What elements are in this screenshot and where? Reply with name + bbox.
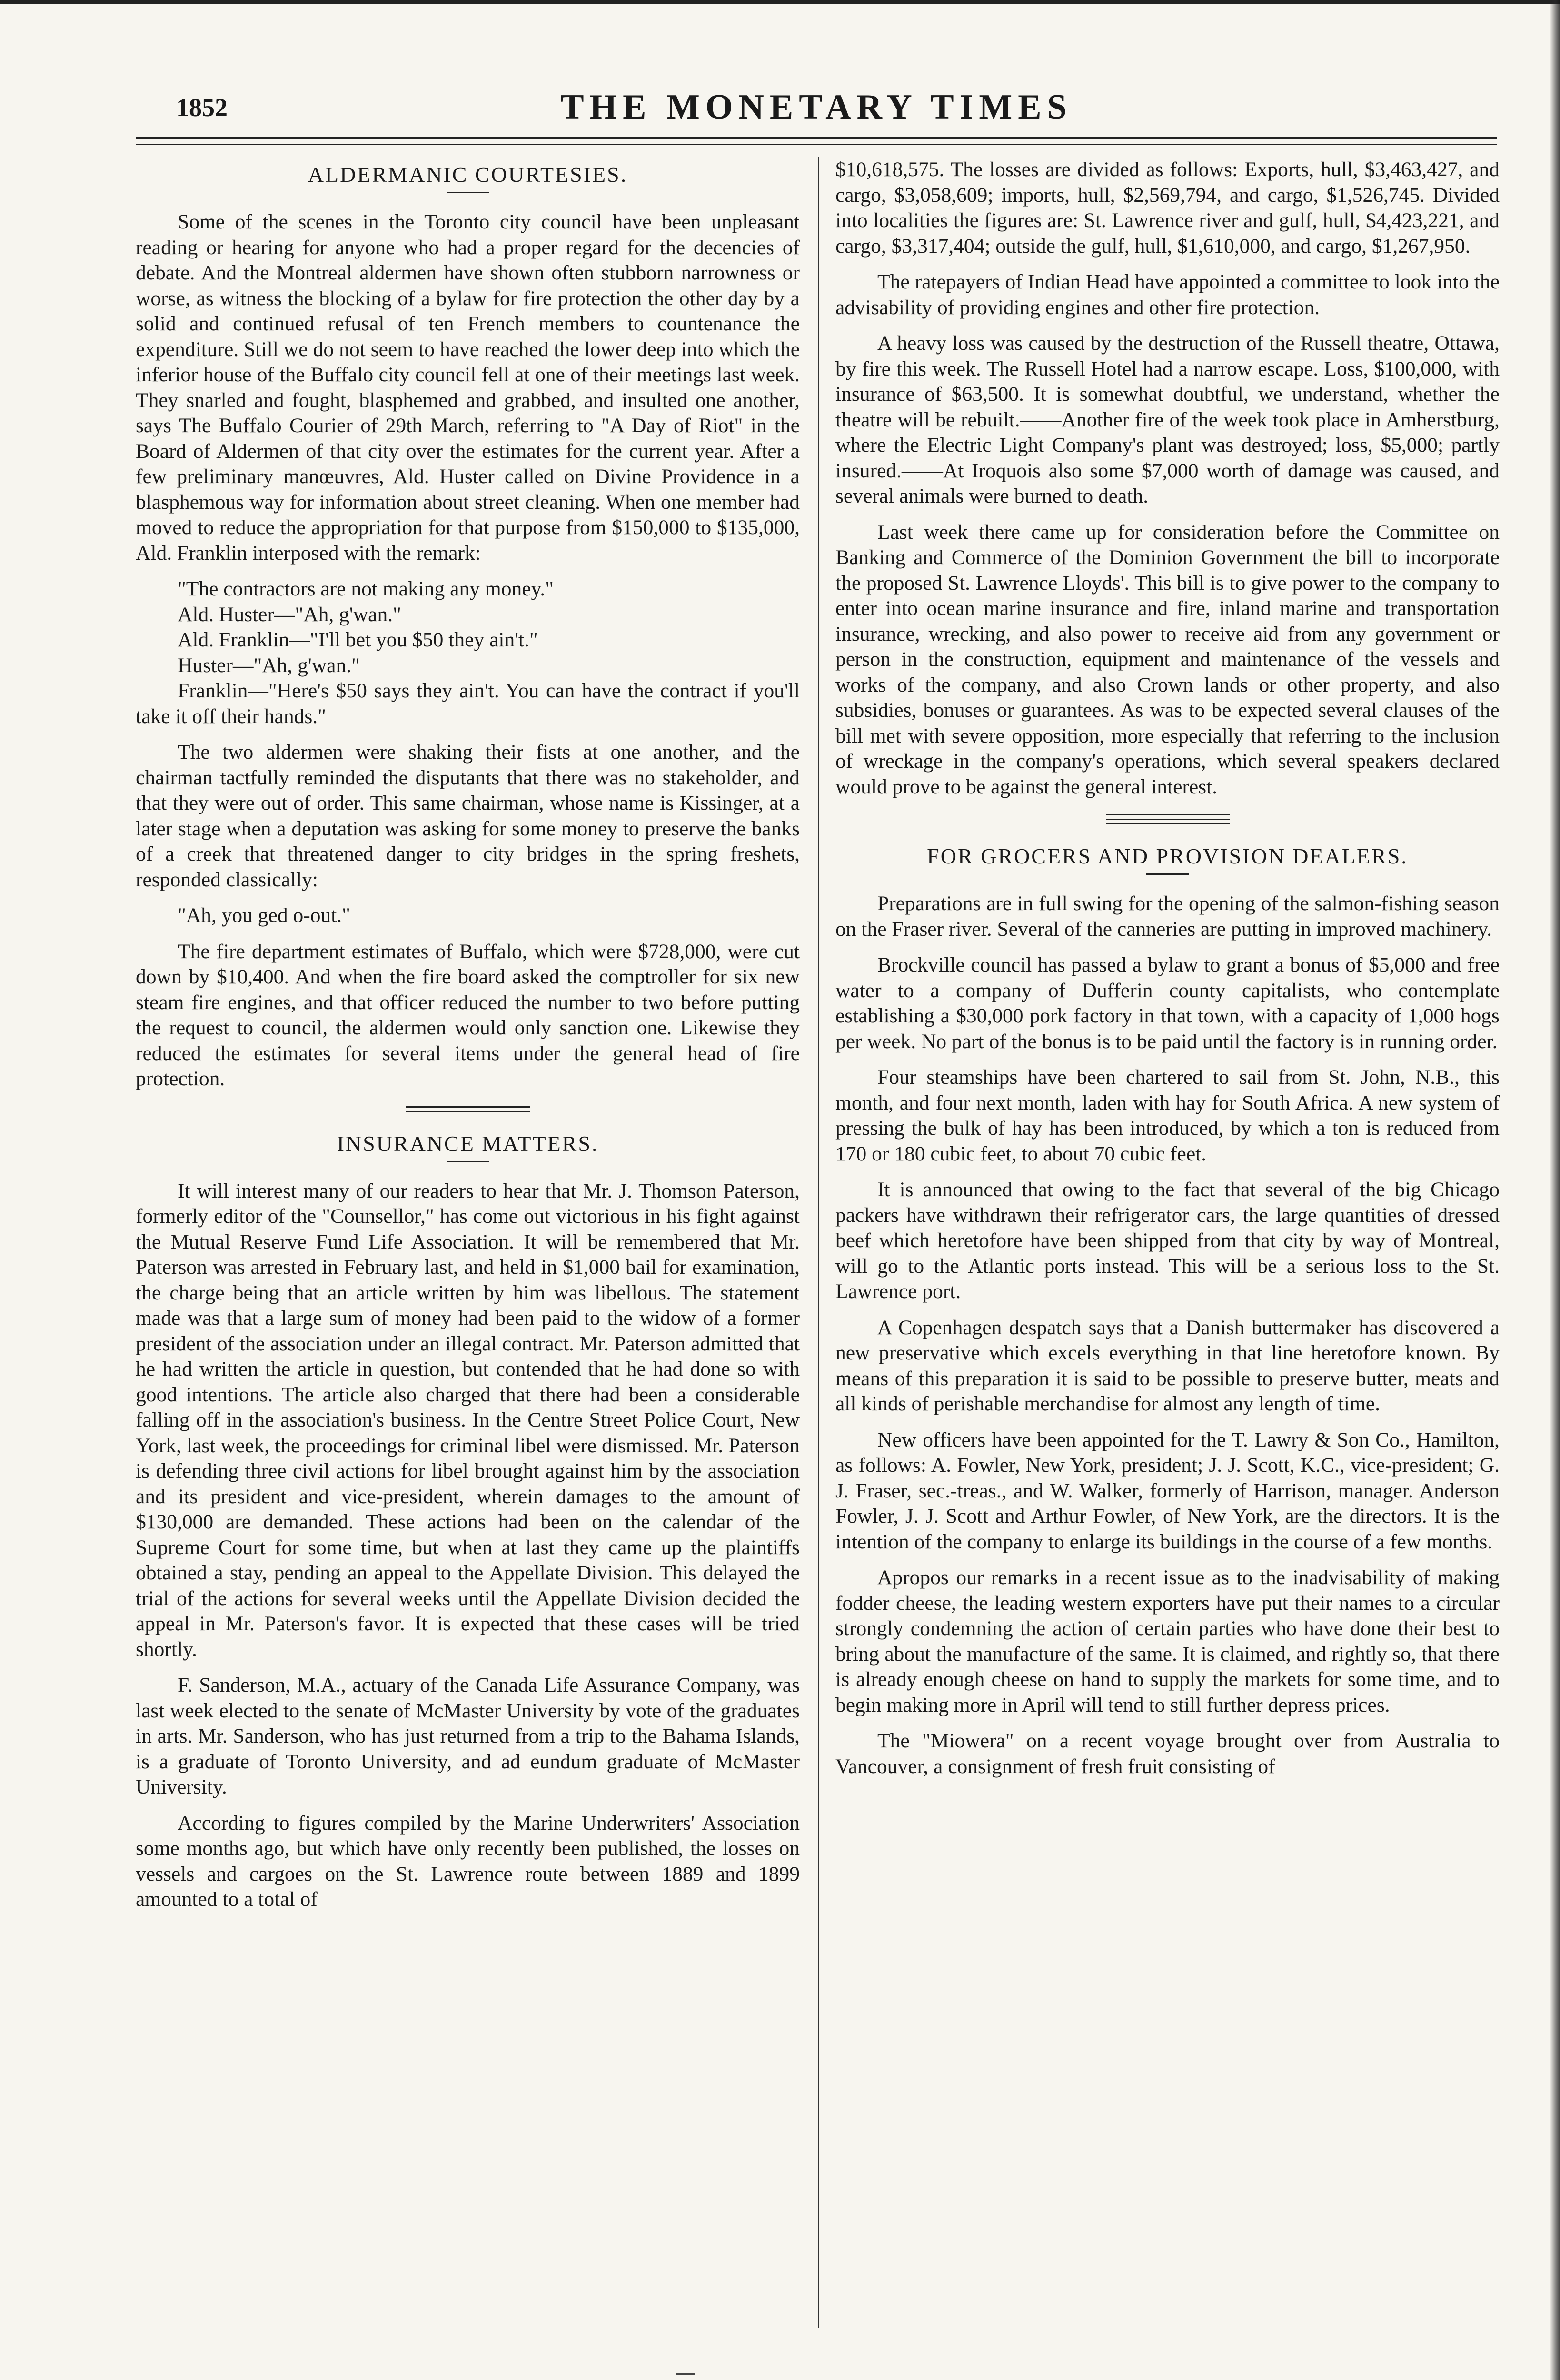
dialogue-line: "The contractors are not making any money." (178, 577, 554, 600)
left-column (136, 157, 800, 2347)
article-paragraph: Preparations are in full swing for the opening of the salmon-fishing season on the Fraser river. Several of the canneries are putting in improved machinery. (835, 892, 1500, 941)
article-paragraph: The two aldermen were shaking their fists at one another, and the chairman tactfully reminded the disputants that there was no stakeholder, and that they were out of order. This same chairman, whose name is Kissinger, at a later stage when a deputation was asking for some money to preserve the banks of a creek that threatened danger to city bridges in the spring freshets, responded classically: (136, 741, 800, 891)
section-heading-aldermanic: ALDERMANIC COURTESIES. (308, 162, 628, 187)
article-paragraph: F. Sanderson, M.A., actuary of the Canada Life Assurance Company, was last week elected to the senate of McMaster University by vote of the graduates in arts. Mr. Sanderson, who has just returned from a trip to the Bahama Islands, is a graduate of Toronto University, and ad eundum graduate of McMaster University. (136, 1674, 800, 1798)
article-paragraph: It is announced that owing to the fact that several of the big Chicago packers have withdrawn their refrigerator cars, the large quantities of dressed beef which heretofore have been shipped from that city by way of Montreal, will go to the Atlantic ports instead. This will be a serious loss to the St. Lawrence port. (835, 1178, 1500, 1303)
scan-mark (676, 2373, 695, 2375)
section-divider (1106, 814, 1230, 824)
article-paragraph: Apropos our remarks in a recent issue as to the inadvisability of making fodder cheese, the leading western exporters have put their names to a circular strongly condemning the action of certain parties who have done their best to bring about the manufacture of the same. It is claimed, and rightly so, that there is already enough cheese on hand to supply the markets for some time, and to begin making more in April will tend to still further depress prices. (835, 1566, 1500, 1716)
article-paragraph: It will interest many of our readers to hear that Mr. J. Thomson Paterson, formerly editor of the "Counsellor," has come out victorious in his fight against the Mutual Reserve Fund Life Association. It will be remembered that Mr. Paterson was arrested in February last, and held in $1,000 bail for examination, the charge being that an article written by him was libellous. The statement made was that a large sum of money had been paid to the widow of a former president of the association under an illegal contract. Mr. Paterson admitted that he had written the article in question, but contended that he had done so with good intentions. The article also charged that there had been a considerable falling off in the association's business. In the Centre Street Police Court, New York, last week, the proceedings for criminal libel were dismissed. Mr. Paterson is defending three civil actions for libel brought against him by the association and its president and vice-president, wherein damages to the amount of $130,000 are demanded. These actions had been on the calendar of the Supreme Court for some time, but when at last they came up the plaintiffs obtained a stay, pending an appeal to the Appellate Division. This delayed the trial of the actions for several weeks until the Appellate Division decided the appeal in Mr. Paterson's favor. It is expected that these cases will be tried shortly. (136, 1179, 800, 1661)
article-paragraph: Some of the scenes in the Toronto city council have been unpleasant reading or hearing for anyone who had a proper regard for the decencies of debate. And the Montreal aldermen have shown often stubborn narrowness or worse, as witness the blocking of a bylaw for fire protection the other day by a solid and continued refusal of ten French members to countenance the expenditure. Still we do not seem to have reached the lower deep into which the inferior house of the Buffalo city council fell at one of their meetings last week. They snarled and fought, blasphemed and grabbed, and insulted one another, says The Buffalo Courier of 29th March, referring to "A Day of Riot" in the Board of Aldermen of that city over the estimates for the current year. After a few preliminary manœuvres, Ald. Huster called on Divine Providence in a blasphemous way for information about street cleaning. When one member had moved to reduce the appropriation for that purpose from $150,000 to $135,000, Ald. Franklin interposed with the remark: (136, 210, 800, 565)
masthead (136, 83, 1497, 136)
page-right-edge-shadow (1550, 0, 1560, 2380)
quote-line: "Ah, you ged o-out." (178, 904, 350, 927)
heading-rule (447, 1161, 489, 1162)
article-paragraph: $10,618,575. The losses are divided as follows: Exports, hull, $3,463,427, and cargo, $3,058,609; imports, hull, $2,569,794, and cargo, $1,526,745. Divided into localities the figures are: St. Lawrence river and gulf, hull, $4,423,221, and cargo, $3,317,404; outside the gulf, hull, $1,610,000, and cargo, $1,267,950. (835, 158, 1500, 258)
heading-rule (1146, 873, 1189, 875)
masthead-rule-thin (136, 144, 1497, 145)
heading-rule (447, 192, 489, 193)
dialogue-line: Huster—"Ah, g'wan." (178, 654, 360, 677)
right-column (835, 157, 1500, 2347)
article-paragraph: Brockville council has passed a bylaw to grant a bonus of $5,000 and free water to a company of Dufferin county capitalists, who contemplate establishing a $30,000 pork factory in that town, with a capacity of 1,000 hogs per week. No part of the bonus is to be paid until the factory is in running order. (835, 953, 1500, 1053)
article-paragraph: A Copenhagen despatch says that a Danish buttermaker has discovered a new preservative which excels everything in that line heretofore known. By means of this preparation it is said to be possible to preserve butter, meats and all kinds of perishable merchandise for almost any length of time. (835, 1316, 1500, 1415)
article-paragraph: According to figures compiled by the Marine Underwriters' Association some months ago, but which have only recently been published, the losses on vessels and cargoes on the St. Lawrence route between 1889 and 1899 amounted to a total of (136, 1811, 800, 1911)
journal-title: THE MONETARY TIMES (560, 88, 1073, 127)
article-paragraph: Last week there came up for consideration before the Committee on Banking and Commerce of the Dominion Government the bill to incorporate the proposed St. Lawrence Lloyds'. This bill is to give power to the company to enter into ocean marine insurance and fire, inland marine and transportation insurance, wrecking, and also power to receive aid from any government or person in the construction, equipment and maintenance of the vessels and works of the company, and also Crown lands or other property, and also subsidies, bonuses or guarantees. As was to be expected several clauses of the bill met with severe opposition, more especially that referring to the inclusion of wreckage in the company's operations, which several speakers declared would prove to be against the general interest. (835, 520, 1500, 798)
page-number: 1852 (176, 93, 228, 122)
dialogue-line: Ald. Franklin—"I'll bet you $50 they ain't." (178, 628, 538, 651)
column-divider (818, 157, 819, 2328)
masthead-rule (136, 137, 1497, 139)
article-paragraph: The ratepayers of Indian Head have appointed a committee to look into the advisability of providing engines and other fire protection. (835, 270, 1500, 319)
article-paragraph: A heavy loss was caused by the destruction of the Russell theatre, Ottawa, by fire this week. The Russell Hotel had a narrow escape. Loss, $100,000, with insurance of $63,500. It is somewhat doubtful, we understand, whether the theatre will be rebuilt.——Another fire of the week took place in Amherstburg, where the Electric Light Company's plant was destroyed; loss, $5,000; partly insured.——At Iroquois also some $7,000 worth of damage was caused, and several animals were burned to death. (835, 332, 1500, 507)
dialogue-line: Franklin—"Here's $50 says they ain't. You can have the contract if you'll take it off their hands." (136, 679, 800, 728)
dialogue-line: Ald. Huster—"Ah, g'wan." (178, 603, 401, 626)
article-paragraph: Four steamships have been chartered to sail from St. John, N.B., this month, and four next month, laden with hay for South Africa. A new system of pressing the bulk of hay has been introduced, by which a ton is reduced from 170 or 180 cubic feet, to about 70 cubic feet. (835, 1066, 1500, 1165)
section-heading-insurance: INSURANCE MATTERS. (337, 1131, 599, 1156)
page-top-edge (0, 0, 1560, 4)
section-heading-grocers: FOR GROCERS AND PROVISION DEALERS. (927, 844, 1408, 868)
article-paragraph: The fire department estimates of Buffalo, which were $728,000, were cut down by $10,400. And when the fire board asked the comptroller for six new steam fire engines, and that officer reduced the number to two before putting the request to council, the aldermen would only sanction one. Likewise they reduced the estimates for several items under the general head of fire protection. (136, 940, 800, 1090)
article-paragraph: The "Miowera" on a recent voyage brought over from Australia to Vancouver, a consignment of fresh fruit consisting of (835, 1729, 1500, 1778)
section-divider (406, 1106, 530, 1112)
article-paragraph: New officers have been appointed for the T. Lawry & Son Co., Hamilton, as follows: A. Fowler, New York, president; J. J. Scott, K.C., vice-president; G. J. Fraser, sec.-treas., and W. Walker, formerly of Harrison, manager. Anderson Fowler, J. J. Scott and Arthur Fowler, of New York, are the directors. It is the intention of the company to enlarge its buildings in the course of a few months. (835, 1428, 1500, 1553)
